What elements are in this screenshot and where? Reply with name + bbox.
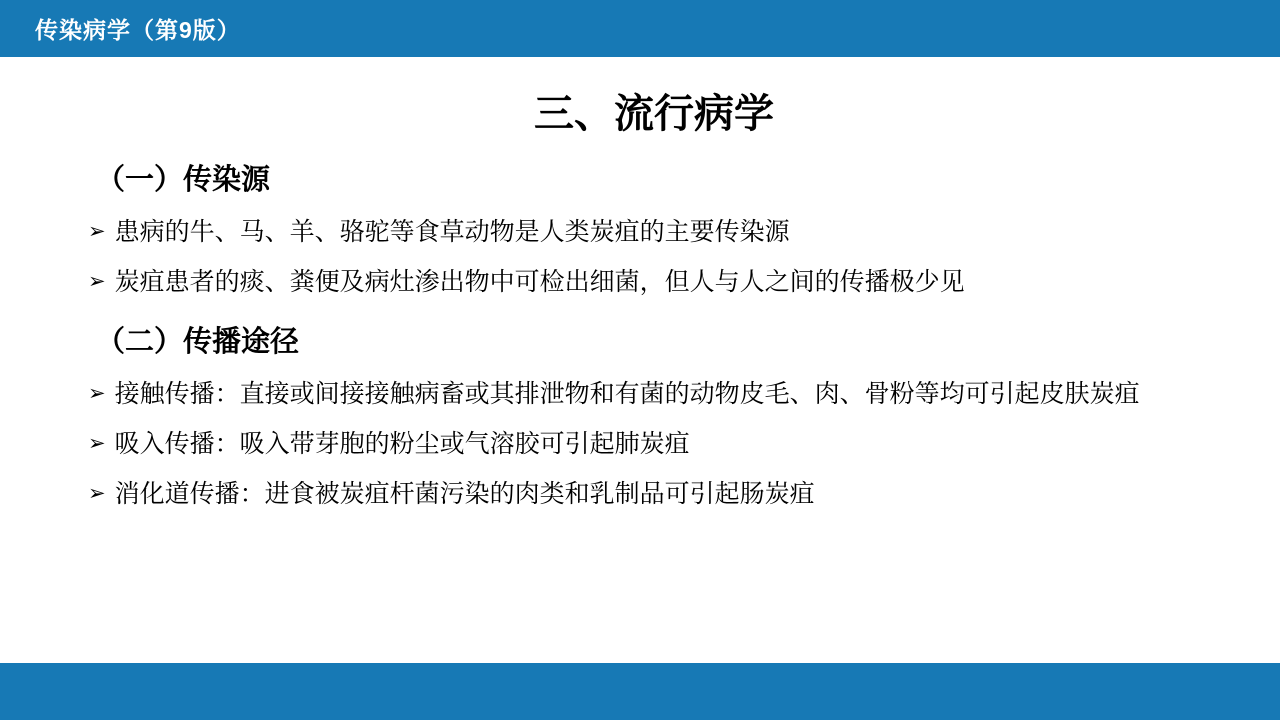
bullet-text: 炭疽患者的痰、粪便及病灶渗出物中可检出细菌，但人与人之间的传播极少见 <box>114 268 965 296</box>
bullet-text: 消化道传播：进食被炭疽杆菌污染的肉类和乳制品可引起肠炭疽 <box>114 480 815 508</box>
arrow-bullet-icon: ➢ <box>88 432 106 455</box>
bullet-item <box>88 264 1220 300</box>
arrow-bullet-icon: ➢ <box>88 220 106 243</box>
bullet-item <box>88 214 1220 250</box>
header-bar <box>0 0 1280 57</box>
slide-content <box>0 57 1280 526</box>
header-book-title: 传染病学（第9版） <box>35 17 241 43</box>
slide-title: 三、流行病学 <box>534 92 774 136</box>
bullet-item <box>88 426 1220 462</box>
bullet-text: 接触传播：直接或间接接触病畜或其排泄物和有菌的动物皮毛、肉、骨粉等均可引起皮肤炭疽 <box>114 380 1140 408</box>
bullet-text: 患病的牛、马、羊、骆驼等食草动物是人类炭疽的主要传染源 <box>114 218 790 246</box>
arrow-bullet-icon: ➢ <box>88 270 106 293</box>
bullet-item <box>88 376 1220 412</box>
section-heading-transmission-routes: （二）传播途径 <box>96 326 300 358</box>
bullet-text: 吸入传播：吸入带芽胞的粉尘或气溶胶可引起肺炭疽 <box>114 430 690 458</box>
bullet-item <box>88 476 1220 512</box>
section-heading-infection-source: （一）传染源 <box>96 164 271 196</box>
arrow-bullet-icon: ➢ <box>88 382 106 405</box>
arrow-bullet-icon: ➢ <box>88 482 106 505</box>
footer-bar <box>0 663 1280 720</box>
